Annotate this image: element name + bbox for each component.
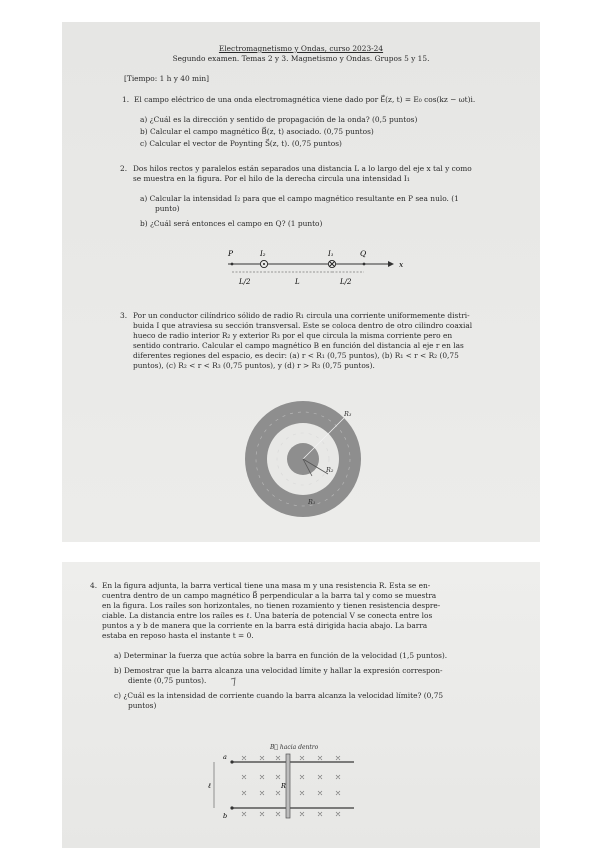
q2-part-a-line2: punto)	[155, 204, 180, 213]
label-a: a	[223, 753, 227, 761]
label-r2: R₂	[326, 466, 334, 474]
q1-text: El campo eléctrico de una onda electromagnética viene dado por E⃗(z, t) = E₀ cos(kz − ωt)i.	[134, 95, 476, 104]
point-p	[231, 263, 234, 266]
q3-line-2: buida I que atraviesa su sección transversal. Este se coloca dentro de otro cilindro coaxial	[133, 321, 473, 330]
q4-line-2: cuentra dentro de un campo magnético B⃗ perpendicular a la barra tal y como se muestra	[102, 591, 437, 600]
q3-number: 3.	[120, 311, 128, 320]
rails-bar-figure	[202, 738, 402, 848]
handwritten-mark-stroke	[231, 678, 235, 686]
q3-line-4: sentido contrario. Calcular el campo magnético B en función del distancia al eje r en las	[133, 341, 464, 350]
label-q: Q	[360, 249, 367, 258]
q4-line-1: En la figura adjunta, la barra vertical tiene una masa m y una resistencia R. Esta se en-	[102, 581, 431, 590]
q2-part-b: b) ¿Cuál será entonces el campo en Q? (1 punto)	[140, 219, 323, 228]
label-p: P	[228, 249, 234, 258]
label-l: ℓ	[208, 782, 211, 790]
label-r1: R₁	[308, 498, 316, 506]
exam-page-1	[62, 22, 540, 542]
x-axis-arrow	[388, 261, 394, 267]
q1-part-b: b) Calcular el campo magnético B⃗(z, t) asociado. (0,75 puntos)	[140, 127, 374, 136]
q4-line-5: puntos a y b de manera que la corriente en la barra está dirigida hacia abajo. La barra	[102, 621, 428, 630]
q4-line-4: ciable. La distancia entre los raíles es ℓ. Una batería de potencial V se conecta entre los	[102, 611, 433, 620]
dim-mid-label: L	[295, 278, 300, 286]
label-b-field: B⃗ hacia dentro	[270, 744, 319, 751]
point-q	[363, 263, 366, 266]
coaxial-cylinders-figure	[240, 394, 370, 524]
q2-line1: Dos hilos rectos y paralelos están separados una distancia L a lo largo del eje x tal y como	[133, 164, 472, 173]
q3-line-3: hueco de radio interior R₂ y exterior R₃ por el que circula la misma corriente pero en	[133, 331, 453, 340]
label-r: R	[281, 782, 286, 790]
q4-part-b-line1: b) Demostrar que la barra alcanza una velocidad límite y hallar la expresión correspon-	[114, 666, 443, 675]
vertical-bar	[286, 754, 290, 818]
terminal-a	[230, 760, 233, 763]
q4-line-6: estaba en reposo hasta el instante t = 0.	[102, 631, 254, 640]
exam-page-2	[62, 562, 540, 848]
two-wires-figure	[212, 244, 412, 294]
label-i1: I₁	[328, 250, 334, 258]
dim-left-label: L/2	[239, 278, 251, 286]
label-r3: R₃	[344, 410, 352, 418]
q2-number: 2.	[120, 164, 128, 173]
q3-line-6: puntos), (c) R₂ < r < R₃ (0,75 puntos), y (d) r > R₃ (0,75 puntos).	[133, 361, 375, 370]
q4-part-c-line2: puntos)	[128, 701, 157, 710]
q3-line-5: diferentes regiones del espacio, es decir: (a) r < R₁ (0,75 puntos), (b) R₁ < r < R₂ (0,75	[133, 351, 459, 360]
q2-line2: se muestra en la figura. Por el hilo de la derecha circula una intensidad I₁	[133, 174, 410, 183]
q1-number: 1.	[122, 95, 130, 104]
q4-number: 4.	[90, 581, 98, 590]
q4-part-a: a) Determinar la fuerza que actúa sobre la barra en función de la velocidad (1,5 puntos).	[114, 651, 448, 660]
q4-part-b-line2: diente (0,75 puntos).	[128, 676, 207, 685]
label-i2: I₂	[260, 250, 266, 258]
q1-part-a: a) ¿Cuál es la dirección y sentido de propagación de la onda? (0,5 puntos)	[140, 115, 418, 124]
header-subtitle: Segundo examen. Temas 2 y 3. Magnetismo y Ondas. Grupos 5 y 15.	[172, 54, 430, 63]
handwritten-mark	[229, 676, 243, 688]
q1-part-c: c) Calcular el vector de Poynting S⃗(z, t). (0,75 puntos)	[140, 139, 342, 148]
q4-part-c-line1: c) ¿Cuál es la intensidad de corriente cuando la barra alcanza la velocidad límite? (0,75	[114, 691, 444, 700]
q2-part-a-line1: a) Calcular la intensidad I₂ para que el campo magnético resultante en P sea nulo. (1	[140, 194, 459, 203]
wire-i2-dot	[263, 263, 265, 265]
q3-line-1: Por un conductor cilíndrico sólido de radio R₁ circula una corriente uniformemente distri-	[133, 311, 470, 320]
label-x: x	[399, 260, 404, 269]
label-b-point: b	[223, 812, 228, 820]
b-field-crosses	[242, 756, 340, 816]
time-limit: [Tiempo: 1 h y 40 min]	[124, 74, 210, 83]
dim-right-label: L/2	[340, 278, 352, 286]
header-title: Electromagnetismo y Ondas, curso 2023-24	[218, 44, 384, 53]
q4-line-3: en la figura. Los raíles son horizontales, no tienen rozamiento y tienen resistencia despre-	[102, 601, 441, 610]
terminal-b	[230, 806, 233, 809]
